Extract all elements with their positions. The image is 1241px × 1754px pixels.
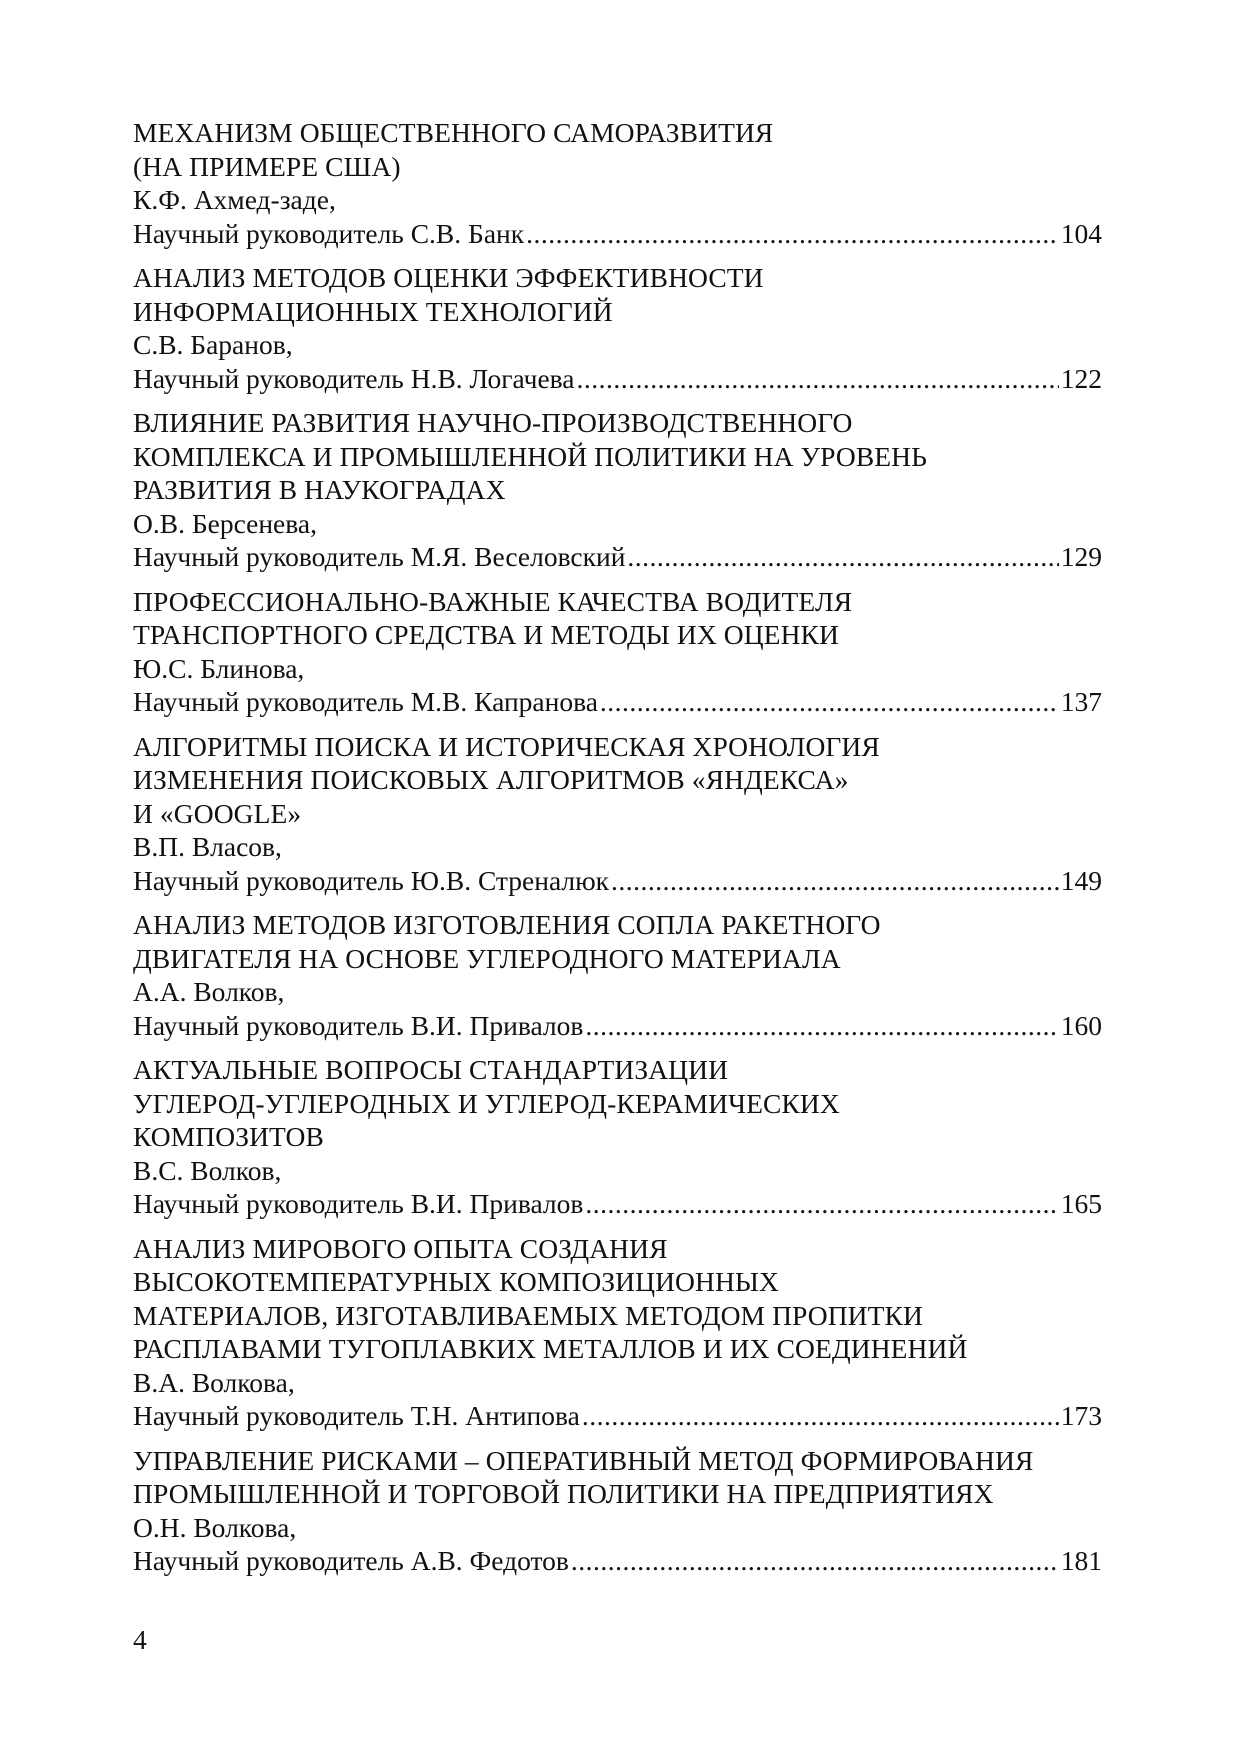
dot-leader bbox=[600, 685, 1059, 719]
toc-entry-title-line: МЕХАНИЗМ ОБЩЕСТВЕННОГО САМОРАЗВИТИЯ bbox=[133, 117, 774, 148]
page-number: 4 bbox=[133, 1624, 147, 1655]
toc-entry-supervisor-row bbox=[133, 540, 1102, 574]
toc-entry-supervisor: Научный руководитель М.Я. Веселовский bbox=[133, 541, 626, 572]
toc-entry bbox=[133, 1232, 1102, 1433]
toc-entry-page-number: 149 bbox=[1060, 864, 1102, 896]
toc-entry-title-line: АНАЛИЗ МЕТОДОВ ИЗГОТОВЛЕНИЯ СОПЛА РАКЕТНОГО bbox=[133, 909, 881, 940]
toc-entry-title-line: УПРАВЛЕНИЕ РИСКАМИ – ОПЕРАТИВНЫЙ МЕТОД ФОРМИРОВАНИЯ bbox=[133, 1444, 1034, 1476]
toc-entry-title-line: ДВИГАТЕЛЯ НА ОСНОВЕ УГЛЕРОДНОГО МАТЕРИАЛА bbox=[133, 942, 841, 974]
toc-entry-supervisor-row bbox=[133, 685, 1102, 719]
toc-entry-author: В.П. Власов, bbox=[133, 831, 282, 862]
toc-entry-supervisor: Научный руководитель В.И. Привалов bbox=[133, 1188, 584, 1219]
toc-entry-title-line: РАЗВИТИЯ В НАУКОГРАДАХ bbox=[133, 474, 506, 505]
toc-entry-supervisor-row bbox=[133, 1399, 1102, 1433]
toc-entry-title-line: (НА ПРИМЕРЕ США) bbox=[133, 150, 401, 182]
toc-entry-page-number: 104 bbox=[1060, 217, 1102, 249]
toc-entry-page-number: 181 bbox=[1060, 1545, 1102, 1576]
toc-entry-title-line: КОМПЛЕКСА И ПРОМЫШЛЕННОЙ ПОЛИТИКИ НА УРОВЕНЬ bbox=[133, 440, 928, 472]
toc-entry-supervisor-row bbox=[133, 217, 1102, 251]
toc-entry bbox=[133, 116, 1102, 250]
toc-entry-title-line: УГЛЕРОД-УГЛЕРОДНЫХ И УГЛЕРОД-КЕРАМИЧЕСКИХ bbox=[133, 1087, 840, 1119]
toc-entry-author: О.В. Берсенева, bbox=[133, 507, 317, 539]
toc-entry-supervisor: Научный руководитель Ю.В. Стреналюк bbox=[133, 864, 610, 896]
toc-entry-author: А.А. Волков, bbox=[133, 976, 285, 1007]
toc-entry-supervisor: Научный руководитель В.И. Привалов bbox=[133, 1009, 584, 1041]
toc-entry-author: С.В. Баранов, bbox=[133, 329, 293, 360]
toc-entry bbox=[133, 261, 1102, 395]
toc-entry-supervisor: Научный руководитель А.В. Федотов bbox=[133, 1545, 569, 1576]
toc-entry-supervisor-row bbox=[133, 1009, 1102, 1043]
toc-entry-page-number: 165 bbox=[1060, 1188, 1102, 1219]
toc-entry-page-number: 160 bbox=[1060, 1009, 1102, 1041]
toc-entry-author: Ю.С. Блинова, bbox=[133, 652, 305, 684]
toc-entry-title-line: МАТЕРИАЛОВ, ИЗГОТАВЛИВАЕМЫХ МЕТОДОМ ПРОПИТКИ bbox=[133, 1299, 923, 1331]
toc-entry-supervisor-row bbox=[133, 1187, 1102, 1221]
toc-entry-page-number: 137 bbox=[1060, 686, 1102, 717]
toc-entry-title-line: АЛГОРИТМЫ ПОИСКА И ИСТОРИЧЕСКАЯ ХРОНОЛОГИЯ bbox=[133, 730, 880, 762]
dot-leader bbox=[611, 864, 1059, 898]
toc-entry-title-line: ВЛИЯНИЕ РАЗВИТИЯ НАУЧНО-ПРОИЗВОДСТВЕННОГО bbox=[133, 407, 853, 438]
dot-leader bbox=[585, 1009, 1058, 1043]
toc-entry-supervisor-row bbox=[133, 1544, 1102, 1578]
toc-entry-title-line: ИЗМЕНЕНИЯ ПОИСКОВЫХ АЛГОРИТМОВ «ЯНДЕКСА» bbox=[133, 764, 849, 795]
table-of-contents bbox=[133, 116, 1102, 1589]
dot-leader bbox=[577, 362, 1059, 396]
toc-entry-title-line: ПРОФЕССИОНАЛЬНО-ВАЖНЫЕ КАЧЕСТВА ВОДИТЕЛЯ bbox=[133, 585, 853, 617]
toc-entry-title-line: ВЫСОКОТЕМПЕРАТУРНЫХ КОМПОЗИЦИОННЫХ bbox=[133, 1266, 779, 1297]
toc-entry bbox=[133, 585, 1102, 719]
toc-entry-title-line: КОМПОЗИТОВ bbox=[133, 1121, 324, 1152]
toc-entry-title-line: АКТУАЛЬНЫЕ ВОПРОСЫ СТАНДАРТИЗАЦИИ bbox=[133, 1054, 729, 1085]
toc-entry-supervisor: Научный руководитель С.В. Банк bbox=[133, 217, 525, 249]
toc-entry-title-line: И «GOOGLE» bbox=[133, 797, 302, 829]
toc-entry-page-number: 129 bbox=[1060, 541, 1102, 572]
toc-entry-title-line: АНАЛИЗ МИРОВОГО ОПЫТА СОЗДАНИЯ bbox=[133, 1232, 668, 1264]
dot-leader bbox=[571, 1544, 1059, 1578]
toc-entry-title-line: АНАЛИЗ МЕТОДОВ ОЦЕНКИ ЭФФЕКТИВНОСТИ bbox=[133, 262, 764, 293]
dot-leader bbox=[627, 540, 1058, 574]
toc-entry-page-number: 122 bbox=[1060, 362, 1102, 394]
toc-entry-title-line: ТРАНСПОРТНОГО СРЕДСТВА И МЕТОДЫ ИХ ОЦЕНКИ bbox=[133, 619, 839, 650]
toc-entry-title-line: ИНФОРМАЦИОННЫХ ТЕХНОЛОГИЙ bbox=[133, 295, 613, 327]
toc-entry bbox=[133, 1444, 1102, 1578]
dot-leader bbox=[585, 1187, 1058, 1221]
toc-entry-author: О.Н. Волкова, bbox=[133, 1511, 297, 1543]
toc-entry-supervisor: Научный руководитель Н.В. Логачева bbox=[133, 362, 575, 394]
toc-entry bbox=[133, 730, 1102, 898]
toc-entry-title-line: ПРОМЫШЛЕННОЙ И ТОРГОВОЙ ПОЛИТИКИ НА ПРЕДПРИЯТИЯХ bbox=[133, 1478, 994, 1509]
toc-entry-supervisor-row bbox=[133, 864, 1102, 898]
toc-entry bbox=[133, 908, 1102, 1042]
toc-entry-title-line: РАСПЛАВАМИ ТУГОПЛАВКИХ МЕТАЛЛОВ И ИХ СОЕДИНЕНИЙ bbox=[133, 1333, 968, 1364]
toc-entry-author: К.Ф. Ахмед-заде, bbox=[133, 184, 336, 215]
toc-entry bbox=[133, 1053, 1102, 1221]
toc-entry-supervisor: Научный руководитель Т.Н. Антипова bbox=[133, 1400, 580, 1431]
toc-entry-supervisor-row bbox=[133, 362, 1102, 396]
toc-entry bbox=[133, 406, 1102, 574]
toc-entry-author: В.А. Волкова, bbox=[133, 1366, 295, 1398]
toc-entry-author: В.С. Волков, bbox=[133, 1154, 282, 1186]
dot-leader bbox=[526, 217, 1059, 251]
dot-leader bbox=[582, 1399, 1059, 1433]
toc-entry-page-number: 173 bbox=[1060, 1400, 1102, 1431]
toc-entry-supervisor: Научный руководитель М.В. Капранова bbox=[133, 686, 598, 717]
